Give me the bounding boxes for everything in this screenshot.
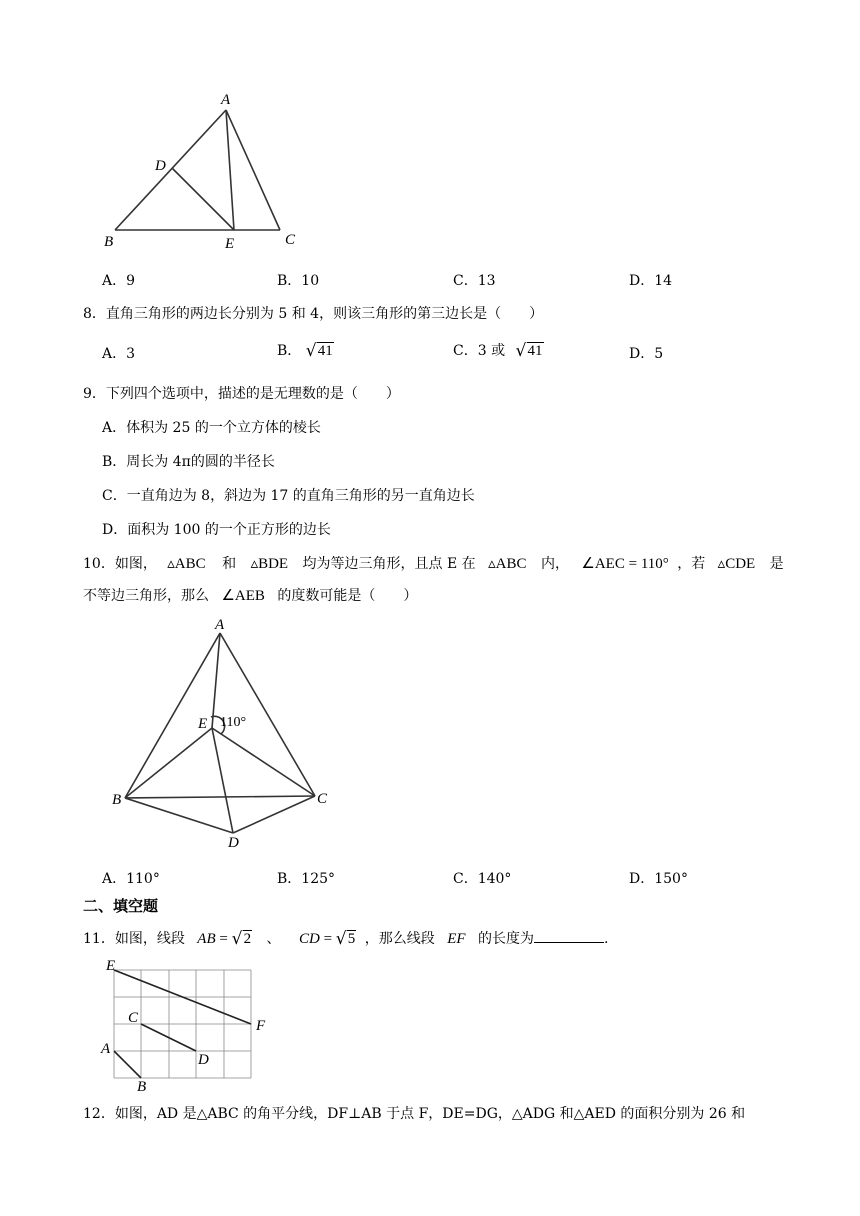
q7-option-b: B．10 <box>277 273 320 289</box>
segment-ae <box>212 633 220 728</box>
q7-option-a: A．9 <box>102 273 136 289</box>
q9-option-c: C．一直角边为 8，斜边为 17 的直角三角形的另一直角边长 <box>102 488 475 504</box>
q9-option-a: A．体积为 25 的一个立方体的棱长 <box>102 420 321 436</box>
q10-option-a: A．110° <box>102 871 160 887</box>
q9-option-b: B．周长为 4π的圆的半径长 <box>102 454 275 470</box>
q8-option-b <box>277 340 334 360</box>
q9-option-d: D．面积为 100 的一个正方形的边长 <box>102 522 331 538</box>
q8-option-d: D．5 <box>629 346 664 362</box>
segment-ae <box>226 110 234 230</box>
label-a: A <box>221 92 231 108</box>
figure-q11-grid <box>98 958 278 1093</box>
sqrt-41: √ 41 <box>515 341 543 361</box>
segment-ce <box>212 728 315 796</box>
label-b: B <box>112 792 122 808</box>
q8-option-b-prefix: B． <box>277 343 302 359</box>
q10-option-b: B．125° <box>277 871 336 887</box>
segment-ab <box>114 1051 141 1078</box>
q8-option-a: A．3 <box>102 346 136 362</box>
segment-ed <box>212 728 233 833</box>
q10-option-c: C．140° <box>453 871 512 887</box>
figure-q10-triangles <box>105 615 345 855</box>
q7-option-d: D．14 <box>629 273 673 289</box>
answer-blank <box>534 930 604 943</box>
label-d: D <box>155 158 166 174</box>
sqrt-5: √ 5 <box>335 929 356 949</box>
label-a: A <box>215 617 225 633</box>
label-e: E <box>225 236 235 252</box>
q11-stem: 11．如图，线段 AB = √ 2 、 CD = √ 5 ，那么线段 EF 的长度为 . <box>83 929 609 949</box>
label-c: C <box>317 791 328 807</box>
label-b: B <box>137 1079 147 1093</box>
q8-stem: 8．直角三角形的两边长分别为 5 和 4，则该三角形的第三边长是（ ） <box>83 306 544 322</box>
label-c: C <box>128 1010 139 1026</box>
q10-stem-line2: 不等边三角形，那么 ∠AEB 的度数可能是（ ） <box>83 588 418 604</box>
sqrt-41: √ 41 <box>305 341 333 361</box>
segment-de <box>172 168 234 230</box>
q10-stem-line1: 10．如图， ▵ABC 和 ▵BDE 均为等边三角形，且点 E 在 ▵ABC 内， ∠AEC = 110° ，若 ▵CDE 是 <box>83 556 784 572</box>
label-c: C <box>285 232 296 248</box>
label-d: D <box>198 1052 209 1068</box>
q12-stem: 12．如图，AD 是△ABC 的角平分线，DF⊥AB 于点 F，DE=DG，△ADG 和△AED 的面积分别为 26 和 <box>83 1106 746 1122</box>
segment-ac <box>226 110 280 230</box>
segment-bc <box>125 796 315 798</box>
segment-be <box>125 728 212 798</box>
angle-label: 110° <box>220 715 247 730</box>
sqrt-2: √ 2 <box>231 929 252 949</box>
segment-ab <box>115 110 226 230</box>
label-d: D <box>228 835 239 851</box>
label-e: E <box>106 958 116 974</box>
section-title: 二、填空题 <box>83 897 159 915</box>
label-f: F <box>256 1018 266 1034</box>
label-a: A <box>101 1041 111 1057</box>
label-b: B <box>104 234 114 250</box>
figure-q7-triangle <box>95 88 315 258</box>
q9-stem: 9．下列四个选项中，描述的是无理数的是（ ） <box>83 386 400 402</box>
segment-cd <box>233 796 315 833</box>
q10-option-d: D．150° <box>629 871 688 887</box>
label-e: E <box>198 716 208 732</box>
segment-bd <box>125 798 233 833</box>
q8-option-c-prefix: C．3 或 <box>453 343 506 359</box>
q7-option-c: C．13 <box>453 273 496 289</box>
q8-option-c <box>453 340 544 360</box>
segment-cd <box>141 1024 196 1051</box>
